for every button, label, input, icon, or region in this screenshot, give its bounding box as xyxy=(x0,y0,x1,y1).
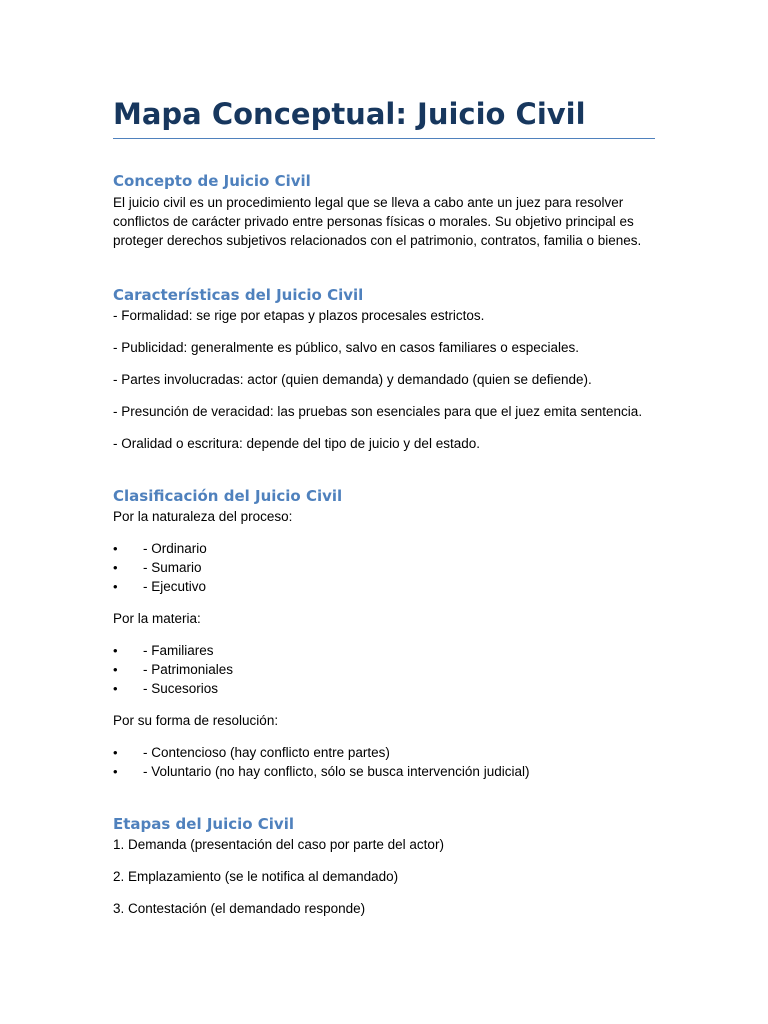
document-content xyxy=(113,94,655,918)
list-item: 2. Emplazamiento (se le notifica al demandado) xyxy=(113,869,399,884)
list-item: - Oralidad o escritura: depende del tipo de juicio y del estado. xyxy=(113,436,480,451)
section-heading: Características del Juicio Civil xyxy=(113,286,364,304)
section-caracteristicas xyxy=(113,285,655,453)
list-item: - Publicidad: generalmente es público, salvo en casos familiares o especiales. xyxy=(113,340,580,355)
list-item xyxy=(113,743,655,762)
list-item xyxy=(113,679,655,698)
list-item: - Partes involucradas: actor (quien demanda) y demandado (quien se defiende). xyxy=(113,372,592,387)
bullet-list xyxy=(113,641,655,698)
bullet-icon: • xyxy=(113,764,118,779)
list-item: 1. Demanda (presentación del caso por parte del actor) xyxy=(113,837,444,852)
list-item-text: - Ejecutivo xyxy=(143,579,207,594)
list-item xyxy=(113,762,655,781)
bullet-icon: • xyxy=(113,745,118,760)
list-item-text: - Familiares xyxy=(143,643,214,658)
group-intro: Por la naturaleza del proceso: xyxy=(113,509,293,524)
group-intro: Por su forma de resolución: xyxy=(113,713,279,728)
section-heading: Concepto de Juicio Civil xyxy=(113,172,311,190)
list-item xyxy=(113,539,655,558)
bullet-icon: • xyxy=(113,681,118,696)
list-item-text: - Contencioso (hay conflicto entre partes) xyxy=(143,745,390,760)
section-concepto xyxy=(113,171,655,250)
list-item: - Formalidad: se rige por etapas y plazos procesales estrictos. xyxy=(113,308,485,323)
list-item-text: - Sucesorios xyxy=(143,681,219,696)
list-item-text: - Voluntario (no hay conflicto, sólo se busca intervención judicial) xyxy=(143,764,530,779)
bullet-icon: • xyxy=(113,560,118,575)
bullet-icon: • xyxy=(113,541,118,556)
bullet-list xyxy=(113,539,655,596)
document-title: Mapa Conceptual: Juicio Civil xyxy=(113,94,655,139)
list-item-text: - Patrimoniales xyxy=(143,662,234,677)
list-item-text: - Sumario xyxy=(143,560,202,575)
group-intro: Por la materia: xyxy=(113,611,201,626)
list-item: - Presunción de veracidad: las pruebas son esenciales para que el juez emita sentencia. xyxy=(113,404,643,419)
list-item xyxy=(113,660,655,679)
list-item xyxy=(113,577,655,596)
list-item-text: - Ordinario xyxy=(143,541,207,556)
bullet-icon: • xyxy=(113,662,118,677)
bullet-list xyxy=(113,743,655,781)
section-paragraph: El juicio civil es un procedimiento legal que se lleva a cabo ante un juez para resolver conflictos de carácter privado entre personas físicas o morales. Su objetivo principal es proteger derechos subjetivos relacionados con el patrimonio, contratos, familia o bienes. xyxy=(113,195,642,248)
section-heading: Etapas del Juicio Civil xyxy=(113,815,294,833)
list-item xyxy=(113,558,655,577)
section-etapas xyxy=(113,814,655,918)
list-item: 3. Contestación (el demandado responde) xyxy=(113,901,366,916)
bullet-icon: • xyxy=(113,579,118,594)
bullet-icon: • xyxy=(113,643,118,658)
section-heading: Clasificación del Juicio Civil xyxy=(113,487,343,505)
section-clasificacion xyxy=(113,486,655,781)
list-item xyxy=(113,641,655,660)
